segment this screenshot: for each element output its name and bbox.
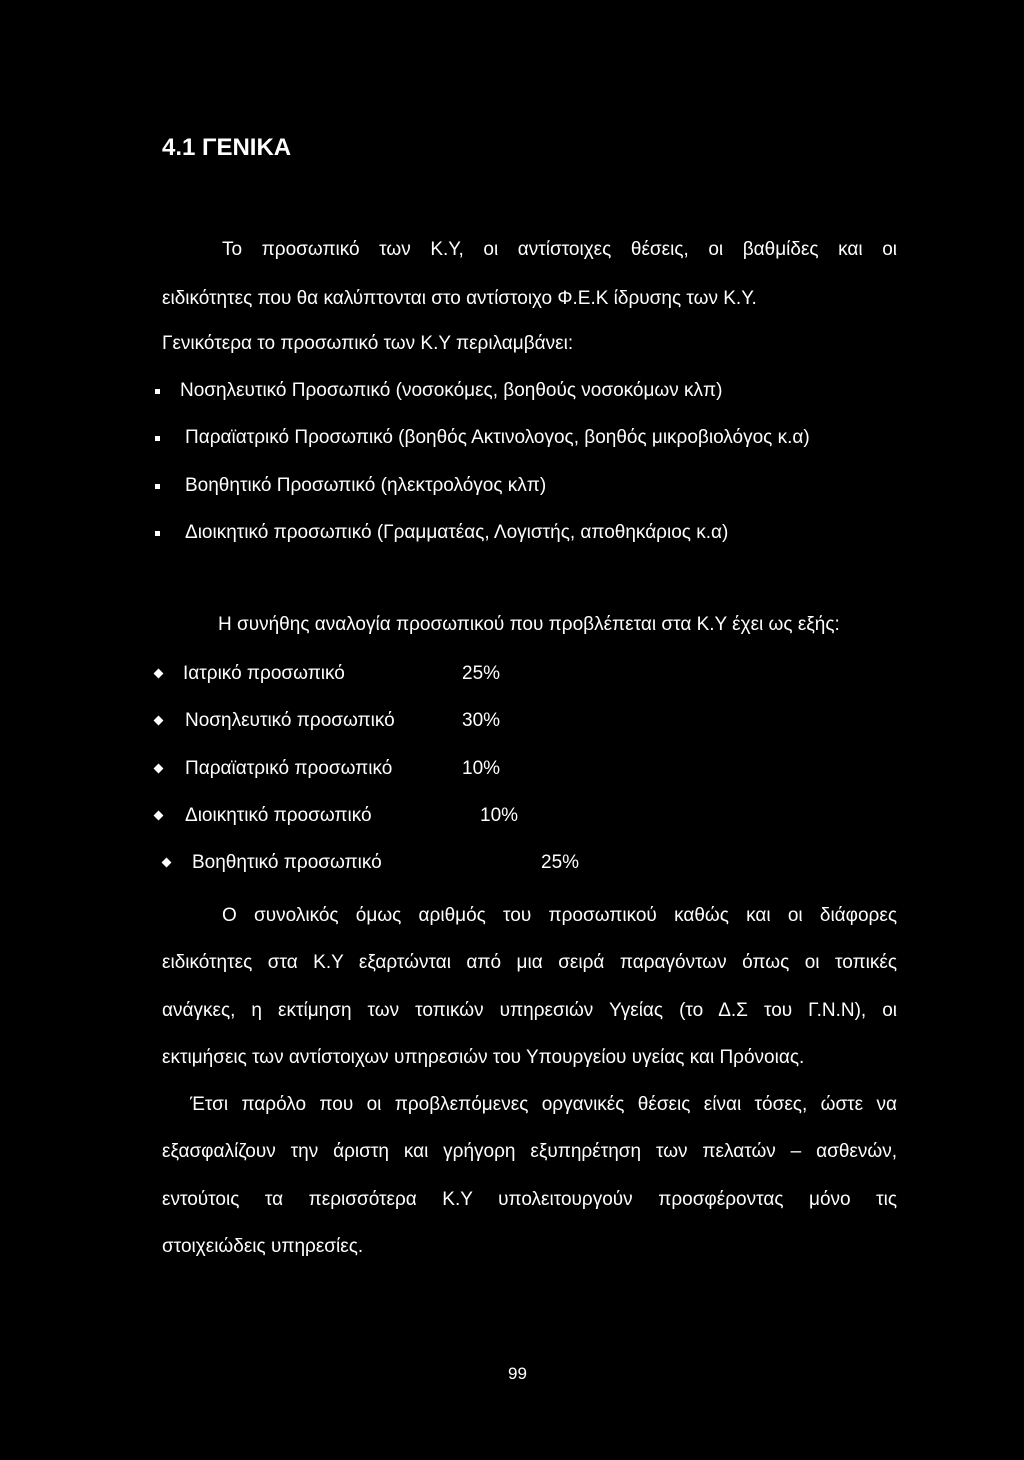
ratio-intro: Η συνήθης αναλογία προσωπικού που προβλέπεται στα Κ.Υ έχει ως εξής:: [218, 614, 840, 635]
ratio-label: Βοηθητικό προσωπικό: [192, 852, 382, 873]
staff-category-label: Παραϊατρικό Προσωπικό (βοηθός Ακτινολογος, βοηθός μικροβιολόγος κ.α): [185, 427, 810, 448]
diamond-bullet-icon: [154, 811, 164, 821]
diamond-bullet-icon: [154, 669, 164, 679]
ratio-label: Νοσηλευτικό προσωπικό: [185, 710, 395, 731]
paragraph-3-line-2: εξασφαλίζουν την άριστη και γρήγορη εξυπηρέτηση των πελατών – ασθενών,: [162, 1141, 897, 1162]
paragraph-3-line-1: Έτσι παρόλο που οι προβλεπόμενες οργανικές θέσεις είναι τόσες, ώστε να: [190, 1094, 897, 1115]
square-bullet-icon: [155, 484, 160, 489]
intro-line-2: ειδικότητες που θα καλύπτονται στο αντίστοιχο Φ.Ε.Κ ίδρυσης των Κ.Υ.: [162, 288, 757, 309]
ratio-label: Ιατρικό προσωπικό: [183, 663, 345, 684]
intro-line-3: Γενικότερα το προσωπικό των Κ.Υ περιλαμβάνει:: [162, 333, 574, 354]
ratio-label: Παραϊατρικό προσωπικό: [185, 758, 393, 779]
ratio-value: 10%: [480, 805, 519, 826]
square-bullet-icon: [155, 436, 160, 441]
diamond-bullet-icon: [154, 716, 164, 726]
paragraph-2-line-1: Ο συνολικός όμως αριθμός του προσωπικού καθώς και οι διάφορες: [222, 905, 897, 926]
ratio-value: 10%: [462, 758, 501, 779]
paragraph-3-line-4: στοιχειώδεις υπηρεσίες.: [162, 1236, 364, 1257]
ratio-value: 25%: [541, 852, 580, 873]
paragraph-2-line-3: ανάγκες, η εκτίμηση των τοπικών υπηρεσιών Υγείας (το Δ.Σ του Γ.Ν.Ν), οι: [162, 1000, 897, 1021]
ratio-value: 25%: [462, 663, 501, 684]
paragraph-3-line-3: εντούτοις τα περισσότερα Κ.Υ υπολειτουργούν προσφέροντας μόνο τις: [162, 1189, 897, 1210]
diamond-bullet-icon: [162, 858, 172, 868]
section-heading: 4.1 ΓΕΝΙΚΑ: [162, 134, 292, 161]
staff-category-label: Βοηθητικό Προσωπικό (ηλεκτρολόγος κλπ): [185, 475, 547, 496]
paragraph-2-line-4: εκτιμήσεις των αντίστοιχων υπηρεσιών του Υπουργείου υγείας και Πρόνοιας.: [162, 1047, 805, 1068]
intro-line-1: Το προσωπικό των Κ.Υ, οι αντίστοιχες θέσεις, οι βαθμίδες και οι: [222, 239, 897, 260]
diamond-bullet-icon: [154, 764, 164, 774]
paragraph-2-line-2: ειδικότητες στα Κ.Υ εξαρτώνται από μια σειρά παραγόντων όπως οι τοπικές: [162, 952, 897, 973]
page-number: 99: [508, 1364, 527, 1383]
square-bullet-icon: [155, 389, 160, 394]
square-bullet-icon: [155, 531, 160, 536]
ratio-label: Διοικητικό προσωπικό: [185, 805, 372, 826]
staff-category-label: Διοικητικό προσωπικό (Γραμματέας, Λογιστής, αποθηκάριος κ.α): [185, 522, 729, 543]
staff-category-label: Νοσηλευτικό Προσωπικό (νοσοκόμες, βοηθούς νοσοκόμων κλπ): [180, 380, 723, 401]
ratio-value: 30%: [462, 710, 501, 731]
